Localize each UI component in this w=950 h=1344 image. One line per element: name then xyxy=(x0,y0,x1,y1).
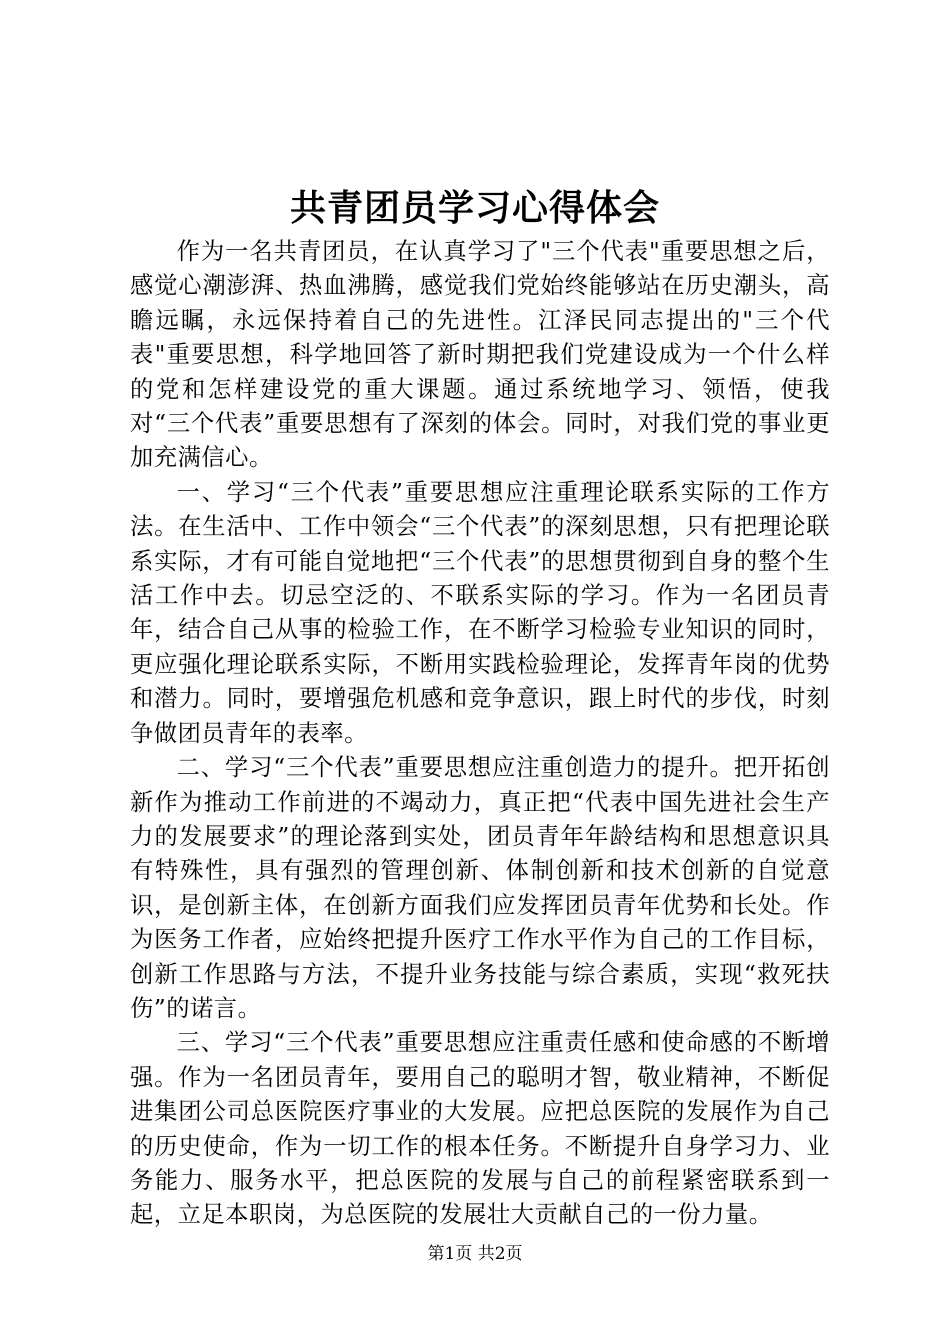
document-title: 共青团员学习心得体会 xyxy=(289,187,660,229)
paragraph-intro: 作为一名共青团员，在认真学习了"三个代表"重要思想之后，感觉心潮澎湃、热血沸腾，感觉我们党始终能够站在历史潮头，高瞻远瞩，永远保持着自己的先进性。江泽民同志提出的"三个代表"重要思想，科学地回答了新时期把我们党建设成为一个什么样的党和怎样建设党的重大课题。通过系统地学习、领悟，使我对“三个代表”重要思想有了深刻的体会。同时，对我们党的事业更加充满信心。 xyxy=(130,238,830,472)
paragraph-point-1: 一、学习“三个代表”重要思想应注重理论联系实际的工作方法。在生活中、工作中领会“三个代表”的深刻思想，只有把理论联系实际，才有可能自觉地把“三个代表”的思想贯彻到自身的整个生活工作中去。切忌空泛的、不联系实际的学习。作为一名团员青年，结合自己从事的检验工作，在不断学习检验专业知识的同时，更应强化理论联系实际，不断用实践检验理论，发挥青年岗的优势和潜力。同时，要增强危机感和竞争意识，跟上时代的步伐，时刻争做团员青年的表率。 xyxy=(130,478,830,747)
document-body xyxy=(130,235,830,1233)
paragraph-point-2: 二、学习“三个代表”重要思想应注重创造力的提升。把开拓创新作为推动工作前进的不竭动力，真正把“代表中国先进社会生产力的发展要求”的理论落到实处，团员青年年龄结构和思想意识具有特殊性，具有强烈的管理创新、体制创新和技术创新的自觉意识，是创新主体，在创新方面我们应发挥团员青年优势和长处。作为医务工作者，应始终把提升医疗工作水平作为自己的工作目标，创新工作思路与方法，不提升业务技能与综合素质，实现“救死扶伤”的诺言。 xyxy=(130,754,830,1022)
paragraph-point-3: 三、学习“三个代表”重要思想应注重责任感和使命感的不断增强。作为一名团员青年，要用自己的聪明才智，敬业精神，不断促进集团公司总医院医疗事业的大发展。应把总医院的发展作为自己的历史使命，作为一切工作的根本任务。不断提升自身学习力、业务能力、服务水平，把总医院的发展与自己的前程紧密联系到一起，立足本职岗，为总医院的发展壮大贡献自己的一份力量。 xyxy=(130,1029,830,1229)
page-number-footer: 第1页 共2页 xyxy=(427,1244,523,1264)
